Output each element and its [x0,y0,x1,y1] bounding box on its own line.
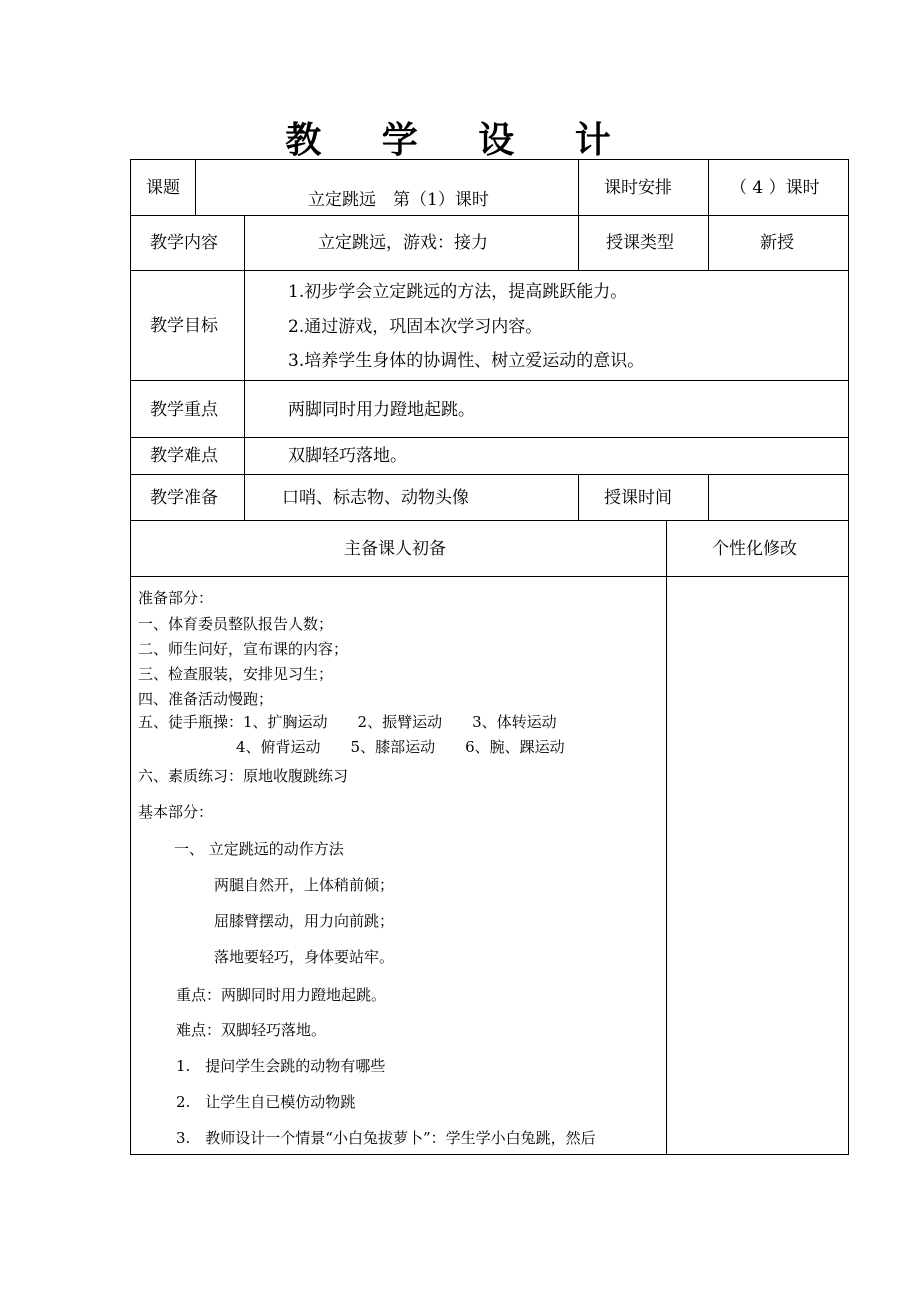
body-line: 屈膝臂摆动，用力向前跳； [214,912,395,930]
time-label: 授课时间 [604,488,672,508]
type-value: 新授 [760,233,794,253]
main-column-header: 主备课人初备 [344,539,446,559]
body-line: 3. 教师设计一个情景“小白兔拔萝卜”：学生学小白兔跳，然后 [176,1129,596,1147]
goal-item: 2.通过游戏，巩固本次学习内容。 [288,317,543,337]
difficulty-label: 教学难点 [150,446,218,466]
goal-item: 1.初步学会立定跳远的方法，提高跳跃能力。 [288,282,628,302]
difficulty-value: 双脚轻巧落地。 [288,446,407,466]
prep-value: 口哨、标志物、动物头像 [282,488,469,508]
body-line: 落地要轻巧，身体要站牢。 [214,948,395,966]
topic-label: 课题 [146,178,180,198]
body-line: 准备部分： [138,589,214,607]
body-line: 三、检查服装，安排见习生； [138,665,334,683]
schedule-label: 课时安排 [604,178,672,198]
schedule-value: （ 4 ）课时 [730,178,820,198]
body-line: 基本部分： [138,803,214,821]
type-label: 授课类型 [606,233,674,253]
body-line: 1. 提问学生会跳的动物有哪些 [176,1057,386,1075]
key-label: 教学重点 [150,400,218,420]
body-line: 一、 立定跳远的动作方法 [174,840,344,858]
content-value: 立定跳远，游戏：接力 [318,233,488,253]
body-line: 2. 让学生自已模仿动物跳 [176,1093,356,1111]
topic-value: 立定跳远 第（1）课时 [308,190,489,210]
side-column-header: 个性化修改 [712,539,797,559]
goal-label: 教学目标 [150,316,218,336]
body-line: 四、准备活动慢跑； [138,690,274,708]
body-line: 六、素质练习：原地收腹跳练习 [138,767,349,785]
body-line: 4、俯背运动 5、膝部运动 6、腕、踝运动 [236,738,565,756]
body-line: 两腿自然开，上体稍前倾； [214,876,395,894]
body-line: 一、体育委员整队报告人数； [138,615,334,633]
content-label: 教学内容 [150,233,218,253]
body-line: 难点：双脚轻巧落地。 [176,1021,327,1039]
page-title: 教 学 设 计 [285,119,635,161]
body-line: 重点：两脚同时用力蹬地起跳。 [176,986,387,1004]
key-value: 两脚同时用力蹬地起跳。 [288,400,475,420]
body-line: 二、师生问好，宣布课的内容； [138,640,349,658]
body-line: 五、徒手瓶操：1、扩胸运动 2、振臂运动 3、体转运动 [138,713,557,731]
goal-item: 3.培养学生身体的协调性、树立爱运动的意识。 [288,351,645,371]
prep-label: 教学准备 [150,488,218,508]
